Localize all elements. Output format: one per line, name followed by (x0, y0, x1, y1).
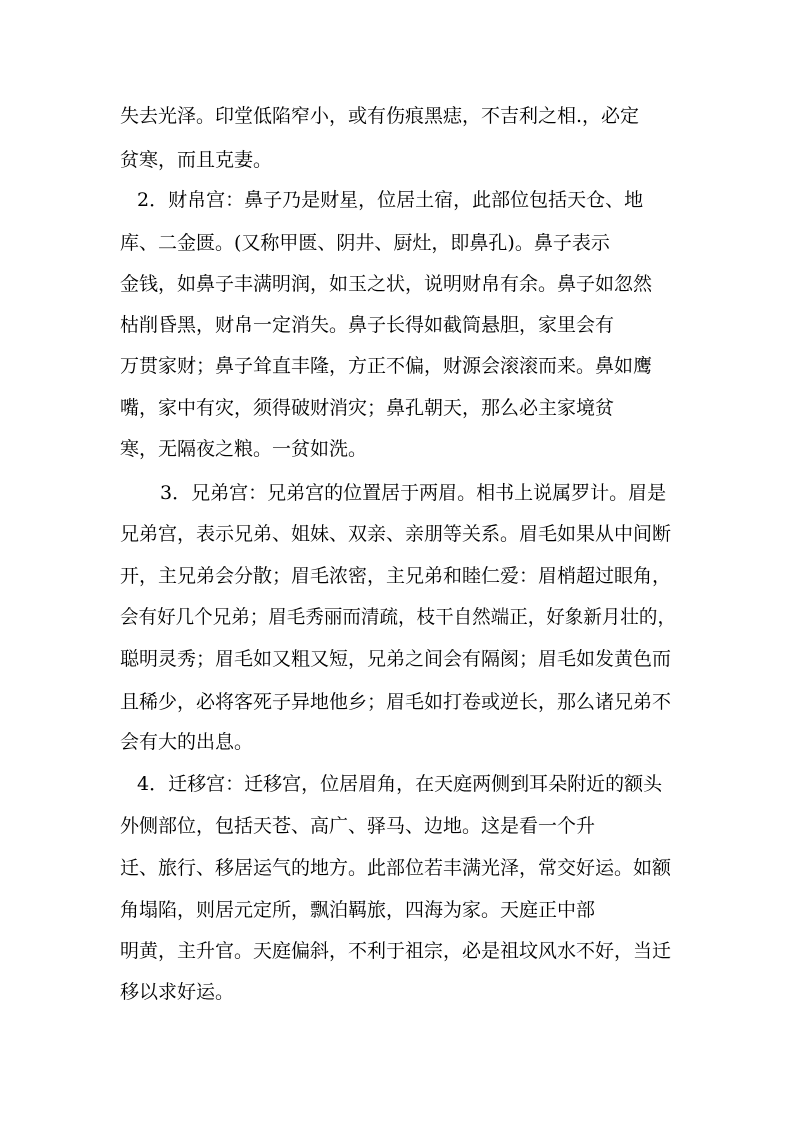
text-line-8: 嘴，家中有灾，须得破财消灾；鼻孔朝天，那么必主家境贫 (120, 397, 615, 419)
text-line-20: 角塌陷，则居元定所，飘泊羁旅，四海为家。天庭正中部 (120, 899, 596, 921)
text-line-6: 枯削昏黑，财帛一定消失。鼻子长得如截筒悬胆，家里会有 (120, 314, 615, 336)
text-line-14: 聪明灵秀；眉毛如又粗又短，兄弟之间会有隔阂；眉毛如发黄色而 (120, 648, 672, 670)
text-line-17: 4．迁移宫：迁移宫，位居眉角，在天庭两侧到耳朵附近的额头 (137, 773, 663, 795)
text-line-5: 金钱，如鼻子丰满明润，如玉之状，说明财帛有余。鼻子如忽然 (120, 273, 653, 295)
text-line-3: 2．财帛宫：鼻子乃是财星，位居土宿，此部位包括天仓、地 (137, 189, 644, 211)
text-line-13: 会有好几个兄弟；眉毛秀丽而清疏，枝干自然端正，好象新月壮的， (120, 606, 677, 628)
text-line-4: 库、二金匮。(又称甲匮、阴井、厨灶，即鼻孔)。鼻子表示 (120, 232, 610, 254)
text-line-16: 会有大的出息。 (120, 731, 254, 753)
text-line-21: 明黄，主升官。天庭偏斜，不利于祖宗，必是祖坟风水不好，当迁 (120, 940, 672, 962)
text-line-22: 移以求好运。 (120, 981, 235, 1003)
text-line-12: 开，主兄弟会分散；眉毛浓密，主兄弟和睦仁爱：眉梢超过眼角， (120, 565, 672, 587)
text-line-9: 寒，无隔夜之粮。一贫如洗。 (120, 438, 368, 460)
text-line-7: 万贯家财；鼻子耸直丰隆，方正不偏，财源会滚滚而来。鼻如鹰 (120, 355, 653, 377)
text-line-15: 且稀少，必将客死子异地他乡；眉毛如打卷或逆长，那么诸兄弟不 (120, 691, 672, 713)
text-line-1: 失去光泽。印堂低陷窄小，或有伤痕黑痣，不吉利之相.，必定 (120, 105, 640, 127)
text-line-2: 贫寒，而且克妻。 (120, 149, 273, 171)
text-line-18: 外侧部位，包括天苍、高广、驿马、边地。这是看一个升 (120, 815, 596, 837)
text-line-11: 兄弟宫，表示兄弟、姐妹、双亲、亲朋等关系。眉毛如果从中间断 (120, 523, 672, 545)
text-line-10: 3．兄弟宫：兄弟宫的位置居于两眉。相书上说属罗计。眉是 (160, 482, 667, 504)
text-line-19: 迁、旅行、移居运气的地方。此部位若丰满光泽，常交好运。如额 (120, 857, 672, 879)
